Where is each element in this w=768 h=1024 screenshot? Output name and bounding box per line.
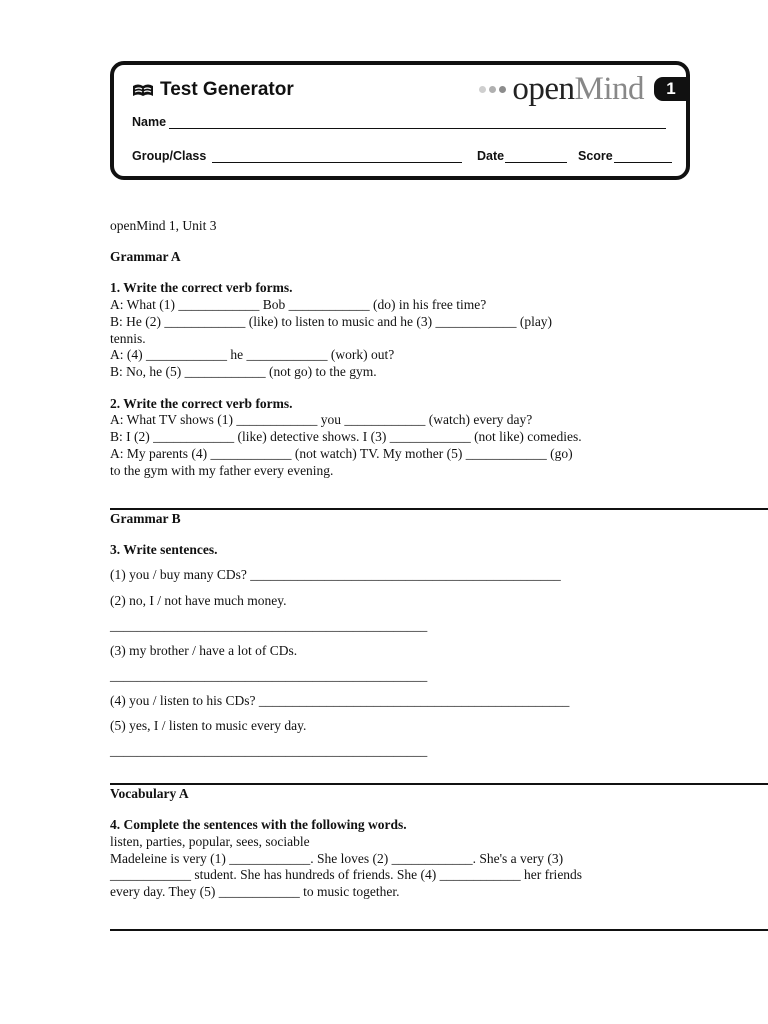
word-bank: listen, parties, popular, sees, sociable — [110, 834, 310, 849]
ex3-answer-line: _______________________________________________ — [110, 668, 428, 683]
ex1-line: B: No, he (5) ____________ (not go) to the gym. — [110, 364, 377, 379]
logo-dots-icon — [479, 86, 506, 93]
logo-mind: Mind — [574, 71, 644, 107]
ex2-line: B: I (2) ____________ (like) detective shows. I (3) ____________ (not like) comedies. — [110, 429, 582, 444]
ex3-item: (4) you / listen to his CDs? ______________________________________________ — [110, 693, 570, 708]
group-class-line[interactable] — [212, 149, 462, 163]
vocabulary-a-heading: Vocabulary A — [110, 786, 189, 801]
name-label: Name — [132, 115, 167, 129]
ex3-item: (3) my brother / have a lot of CDs. — [110, 643, 298, 658]
section-divider — [110, 929, 768, 931]
openmind-logo — [479, 71, 644, 108]
ex1-title: 1. Write the correct verb forms. — [110, 280, 293, 295]
date-label: Date — [477, 149, 505, 163]
score-label: Score — [578, 149, 613, 163]
book-icon — [132, 82, 154, 98]
grammar-a-heading: Grammar A — [110, 249, 181, 264]
ex3-item: (5) yes, I / listen to music every day. — [110, 718, 307, 733]
group-class-label: Group/Class — [132, 149, 207, 163]
score-line[interactable] — [614, 149, 672, 163]
ex2-title: 2. Write the correct verb forms. — [110, 396, 293, 411]
date-field[interactable] — [477, 149, 567, 163]
logo-open: open — [512, 71, 575, 107]
date-line[interactable] — [505, 149, 567, 163]
ex1-line: tennis. — [110, 331, 146, 346]
ex2-line: A: My parents (4) ____________ (not watch) TV. My mother (5) ____________ (go) — [110, 446, 573, 461]
doc-subtitle: openMind 1, Unit 3 — [110, 218, 217, 233]
group-class-field[interactable] — [132, 149, 462, 163]
ex3-answer-line: _______________________________________________ — [110, 618, 428, 633]
level-badge: 1 — [654, 77, 688, 101]
ex1-line: A: What (1) ____________ Bob ____________ (do) in his free time? — [110, 297, 487, 312]
ex4-line: every day. They (5) ____________ to music together. — [110, 884, 400, 899]
grammar-b-heading: Grammar B — [110, 511, 181, 526]
score-field[interactable] — [578, 149, 672, 163]
test-header — [110, 61, 690, 180]
ex3-title: 3. Write sentences. — [110, 542, 218, 557]
ex2-line: A: What TV shows (1) ____________ you ____________ (watch) every day? — [110, 412, 533, 427]
ex1-line: B: He (2) ____________ (like) to listen to music and he (3) ____________ (play) — [110, 314, 553, 329]
name-line[interactable] — [169, 115, 666, 129]
section-divider — [110, 783, 768, 785]
name-field[interactable] — [132, 115, 666, 129]
ex1-line: A: (4) ____________ he ____________ (work) out? — [110, 347, 395, 362]
ex3-item: (2) no, I / not have much money. — [110, 593, 287, 608]
ex2-line: to the gym with my father every evening. — [110, 463, 334, 478]
brand — [132, 79, 294, 101]
ex4-title: 4. Complete the sentences with the following words. — [110, 817, 407, 832]
ex3-item: (1) you / buy many CDs? ______________________________________________ — [110, 567, 561, 582]
brand-title: Test Generator — [160, 79, 294, 100]
ex4-line: Madeleine is very (1) ____________. She loves (2) ____________. She's a very (3) — [110, 851, 564, 866]
ex3-answer-line: _______________________________________________ — [110, 743, 428, 758]
ex4-line: ____________ student. She has hundreds of friends. She (4) ____________ her friends — [110, 867, 583, 882]
section-divider — [110, 508, 768, 510]
